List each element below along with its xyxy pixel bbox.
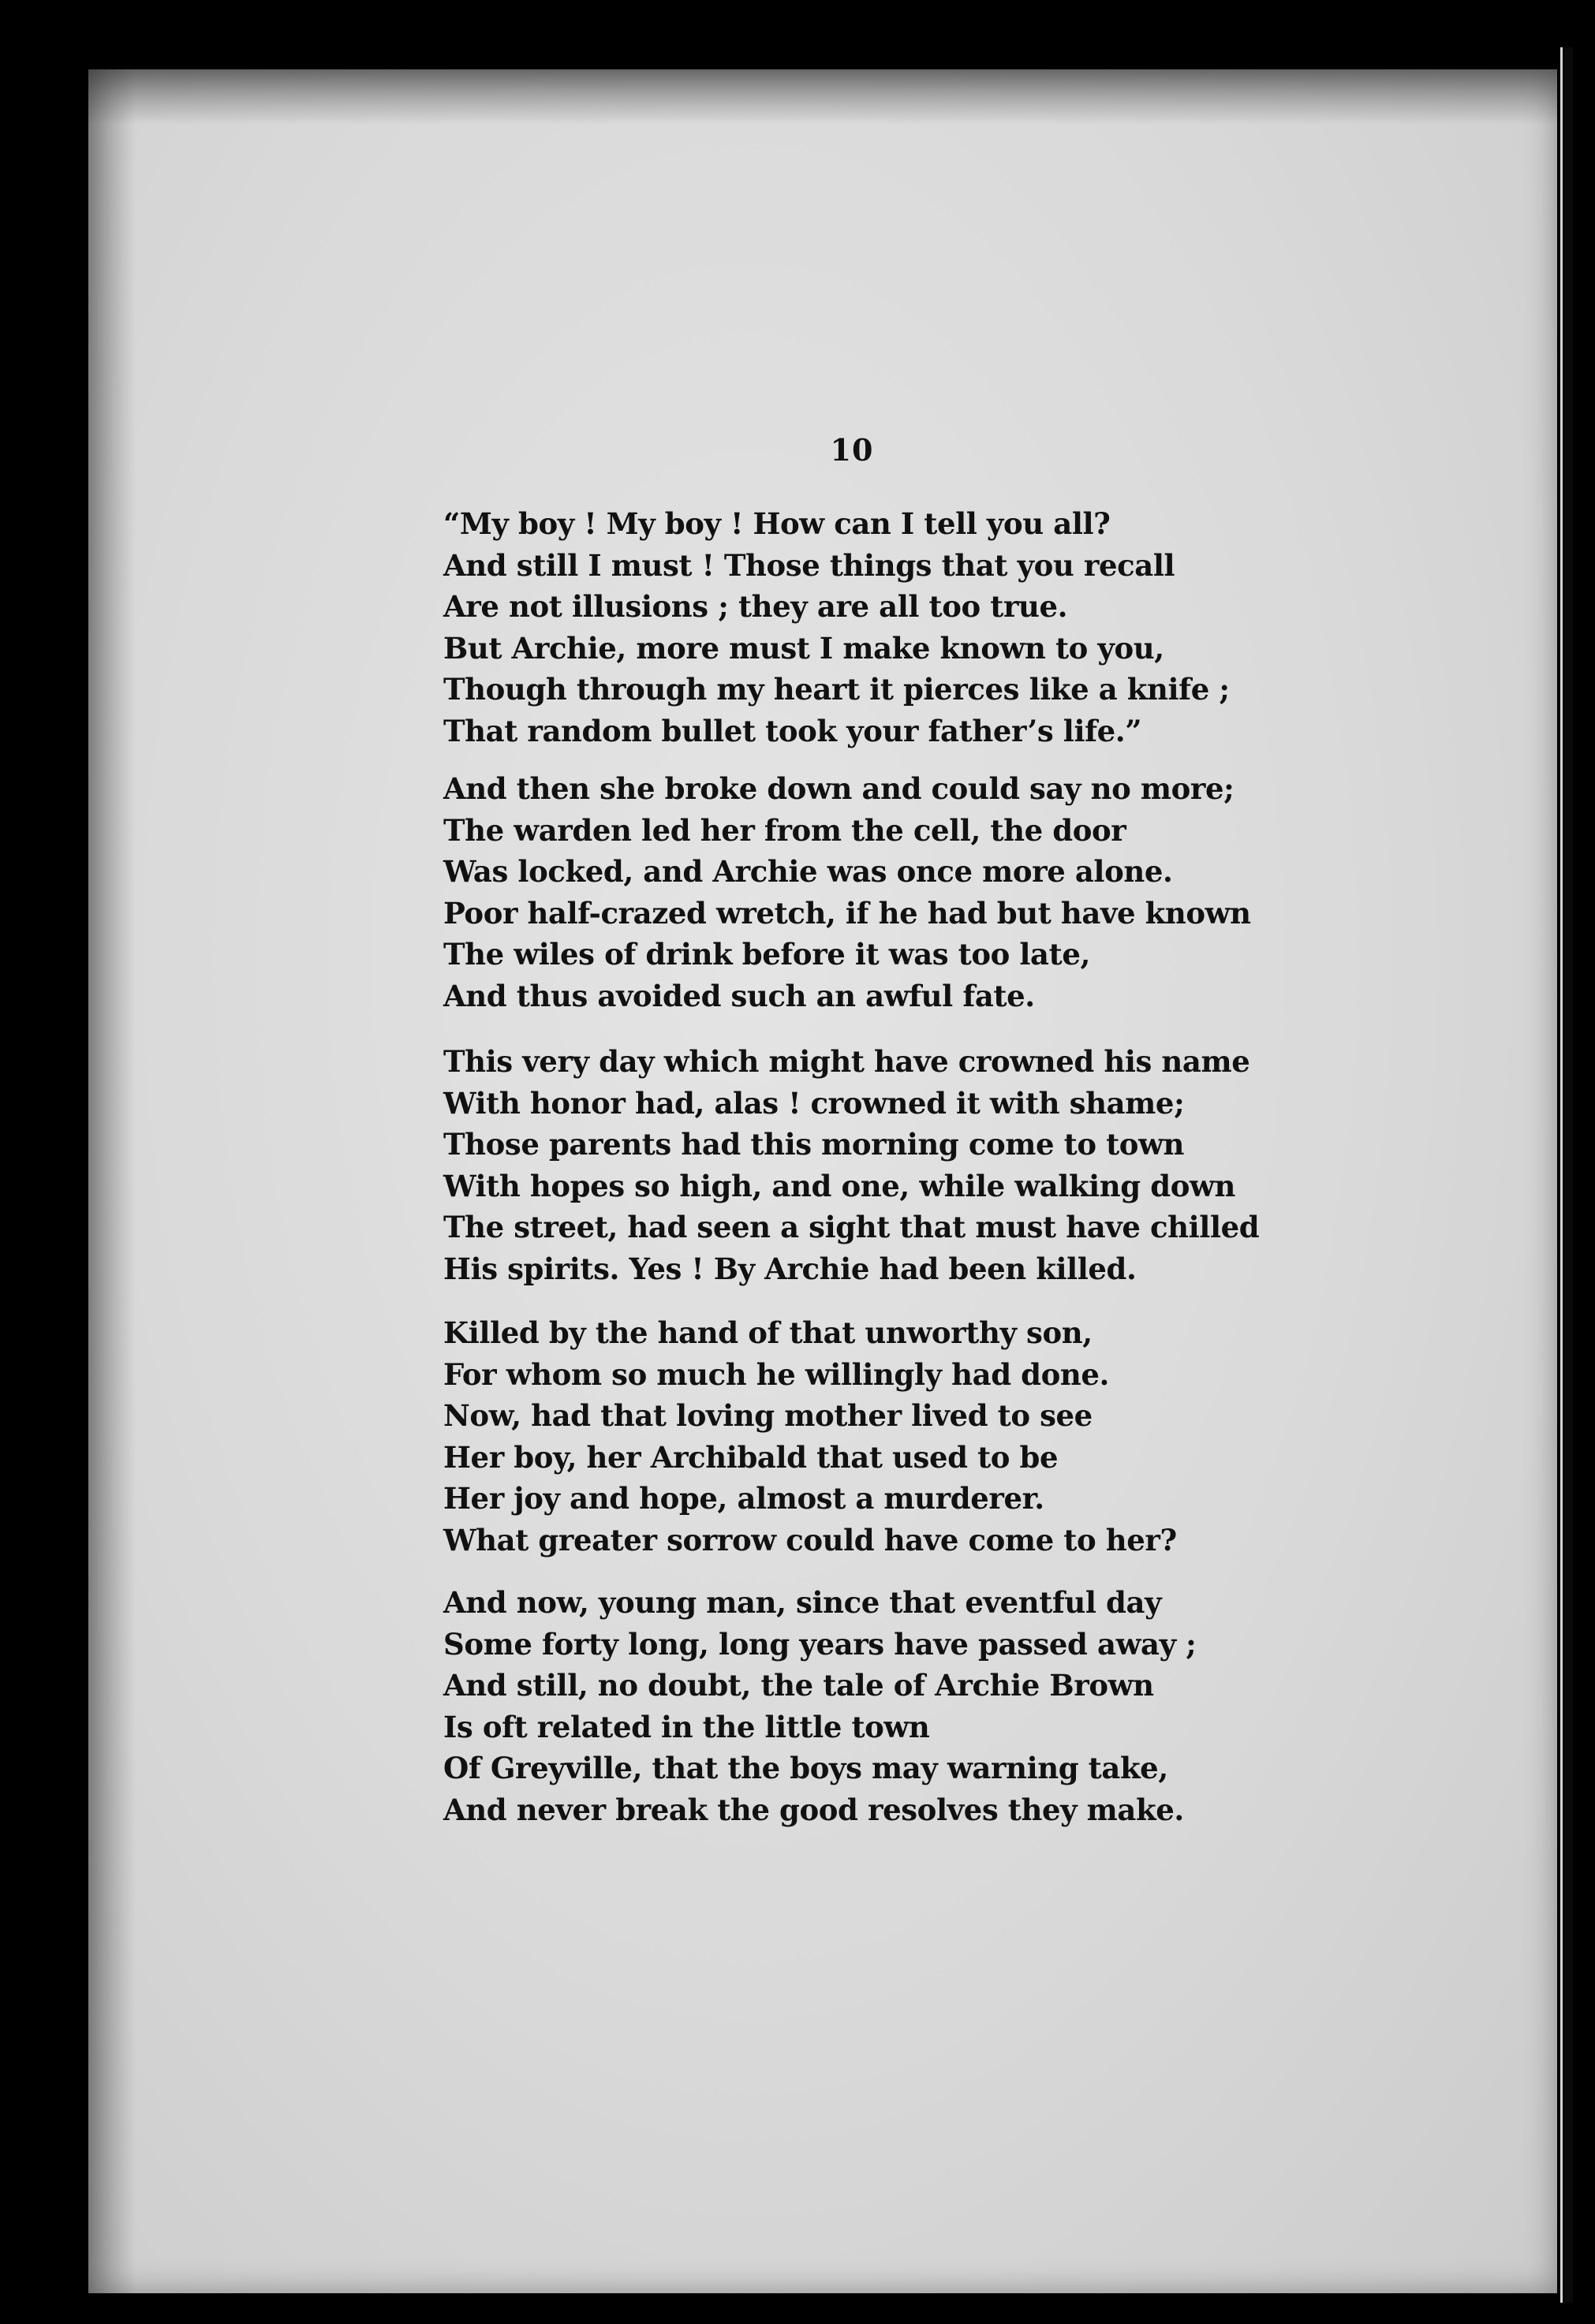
poem-line: For whom so much he willingly had done. [443, 1356, 1110, 1392]
poem-line: And then she broke down and could say no more; [443, 771, 1235, 806]
poem-line: And thus avoided such an awful fate. [443, 978, 1035, 1013]
poem-line: His spirits. Yes ! By Archie had been killed. [443, 1251, 1137, 1286]
poem-line: “My boy ! My boy ! How can I tell you all? [443, 506, 1111, 541]
poem-line: And still I must ! Those things that you recall [443, 547, 1175, 583]
poem-line: Of Greyville, that the boys may warning take, [443, 1751, 1168, 1786]
poem-line: Was locked, and Archie was once more alone. [443, 854, 1173, 890]
poem-line: Now, had that loving mother lived to see [443, 1398, 1093, 1434]
stanza-3 [443, 1041, 1260, 1290]
poem-line: What greater sorrow could have come to her? [443, 1522, 1177, 1557]
stanza-4 [443, 1312, 1248, 1561]
page-number: 10 [830, 432, 874, 468]
poem-line: That random bullet took your father’s life.” [443, 713, 1142, 748]
stanza-5 [443, 1582, 1248, 1831]
poem-line: With hopes so high, and one, while walking down [443, 1168, 1235, 1203]
poem-line: And never break the good resolves they make. [443, 1792, 1184, 1827]
poem-line: Some forty long, long years have passed away ; [443, 1626, 1197, 1662]
poem-line: Killed by the hand of that unworthy son, [443, 1315, 1093, 1350]
poem-line: Though through my heart it pierces like a knife ; [443, 672, 1230, 707]
poem-line: Poor half-crazed wretch, if he had but have known [443, 895, 1251, 931]
poem-line: But Archie, more must I make known to you, [443, 630, 1164, 666]
poem-line: And still, no doubt, the tale of Archie Brown [443, 1668, 1154, 1703]
poem-line: The warden led her from the cell, the door [443, 812, 1126, 848]
poem-line: Her joy and hope, almost a murderer. [443, 1481, 1044, 1516]
poem-line: And now, young man, since that eventful day [443, 1585, 1162, 1620]
poem-line: Is oft related in the little town [443, 1709, 930, 1744]
poem-line: The street, had seen a sight that must have chilled [443, 1210, 1260, 1245]
poem-line: Her boy, her Archibald that used to be [443, 1439, 1059, 1475]
poem-line: Are not illusions ; they are all too true. [443, 589, 1068, 625]
stanza-1 [443, 503, 1248, 752]
poem-line: The wiles of drink before it was too late, [443, 937, 1090, 972]
poem-line: With honor had, alas ! crowned it with shame; [443, 1085, 1185, 1121]
poem-line: Those parents had this morning come to town [443, 1127, 1185, 1162]
stanza-2 [443, 768, 1251, 1017]
poem-line: This very day which might have crowned his name [443, 1044, 1250, 1079]
